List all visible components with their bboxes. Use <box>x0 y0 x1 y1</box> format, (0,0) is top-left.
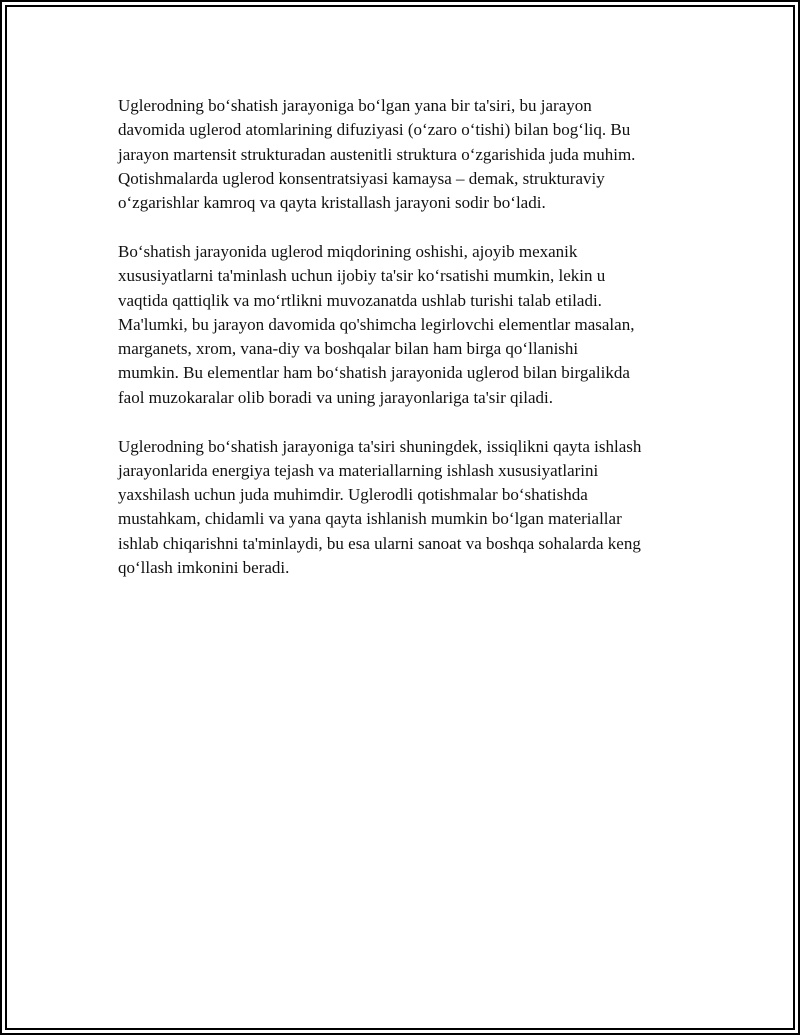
paragraph-3: Uglerodning bo‘shatish jarayoniga ta'siri shuningdek, issiqlikni qayta ishlash jarayonlarida energiya tejash va materiallarning ishlash xususiyatlarini yaxshilash uchun juda muhimdir. Uglerodli qotishmalar bo‘shatishda mustahkam, chidamli va yana qayta ishlanish mumkin bo‘lgan materiallar ishlab chiqarishni ta'minlaydi, bu esa ularni sanoat va boshqa sohalarda keng qo‘llash imkonini beradi. <box>118 436 642 578</box>
paragraph-1: Uglerodning bo‘shatish jarayoniga bo‘lgan yana bir ta'siri, bu jarayon davomida uglerod atomlarining difuziyasi (o‘zaro o‘tishi) bilan bog‘liq. Bu jarayon martensit strukturadan austenitli struktura o‘zgarishida juda muhim. Qotishmalarda uglerod konsentratsiyasi kamaysa – demak, strukturaviy o‘zgarishlar kamroq va qayta kristallash jarayoni sodir bo‘ladi. <box>118 96 636 213</box>
document-body <box>118 94 690 605</box>
paragraph-2: Bo‘shatish jarayonida uglerod miqdorining oshishi, ajoyib mexanik xususiyatlarni ta'minlash uchun ijobiy ta'sir ko‘rsatishi mumkin, lekin u vaqtida qattiqlik va mo‘rtlikni muvozanatda ushlab turishi talab etiladi. Ma'lumki, bu jarayon davomida qo'shimcha legirlovchi elementlar masalan, marganets, xrom, vana-diy va boshqalar bilan ham birga qo‘llanishi mumkin. Bu elementlar ham bo‘shatish jarayonida uglerod bilan birgalikda faol muzokaralar olib boradi va uning jarayonlariga ta'sir qiladi. <box>118 241 635 407</box>
